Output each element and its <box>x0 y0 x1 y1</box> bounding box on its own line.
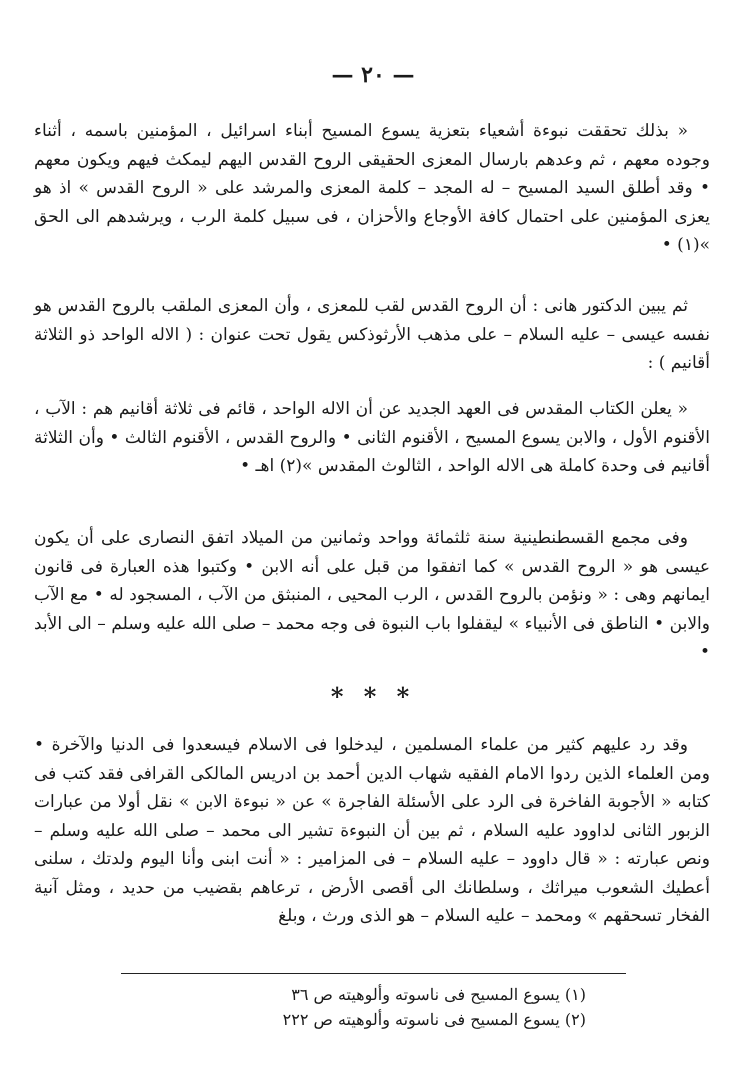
footnote-2: (٢) يسوع المسيح فى ناسوته وألوهيته ص ٢٢٢ <box>282 1010 586 1029</box>
paragraph-text: وفى مجمع القسطنطينية سنة ثلثمائة وواحد وثمانين من الميلاد اتفق النصارى على أن يكون عيسى هو « الروح القدس » كما اتفقوا من قبل على أنه الابن • وكتبوا هذه العبارة فى قانون ايمانهم وهى : « ونؤمن بالروح القدس ، الرب المحيى ، المنبثق من الآب ، المسجود له • مع الآب والابن • الناطق فى الأنبياء » ليقفلوا باب النبوة فى وجه محمد – صلى الله عليه وسلم – الى الأبد • <box>34 528 710 662</box>
section-divider: * * * <box>330 682 416 711</box>
paragraph-5 <box>34 731 710 931</box>
footnotes <box>126 982 586 1032</box>
paragraph-text: ثم يبين الدكتور هانى : أن الروح القدس لقب للمعزى ، وأن المعزى الملقب بالروح القدس هو نفسه عيسى – عليه السلام – على مذهب الأرثوذكس يقول تحت عنوان : ( الاله الواحد ذو الثلاثة أقانيم ) : <box>34 296 710 373</box>
footnote-1: (١) يسوع المسيح فى ناسوته وألوهيته ص ٣٦ <box>291 985 586 1004</box>
paragraph-text: « بذلك تحققت نبوءة أشعياء بتعزية يسوع المسيح أبناء اسرائيل ، المؤمنين باسمه ، أثناء وجوده معهم ، ثم وعدهم بارسال المعزى الحقيقى الروح القدس اليهم ليمكث فيهم ويكون معهم • وقد أطلق السيد المسيح – له المجد – كلمة المعزى والمرشد على « الروح القدس » اذ هو يعزى المؤمنين على احتمال كافة الأوجاع والأحزان ، فى سبيل كلمة الرب ، ويرشدهم الى الحق »(١) • <box>34 121 710 255</box>
paragraph-1 <box>34 117 710 260</box>
paragraph-2 <box>34 292 710 378</box>
page-number: — ٢٠ — <box>331 62 415 88</box>
paragraph-text: « يعلن الكتاب المقدس فى العهد الجديد عن أن الاله الواحد ، قائم فى ثلاثة أقانيم هم : الآب ، الأقنوم الأول ، والابن يسوع المسيح ، الأقنوم الثانى • والروح القدس ، الأقنوم الثالث • وأن الثلاثة أقانيم فى وحدة كاملة هى الاله الواحد ، الثالوث المقدس »(٢) اهـ • <box>34 399 710 476</box>
footnote-separator <box>121 973 626 974</box>
paragraph-3 <box>34 395 710 481</box>
paragraph-4 <box>34 524 710 667</box>
paragraph-text: وقد رد عليهم كثير من علماء المسلمين ، ليدخلوا فى الاسلام فيسعدوا فى الدنيا والآخرة • ومن العلماء الذين ردوا الامام الفقيه شهاب الدين أحمد بن ادريس المالكى القرافى فقد كتب فى كتابه « الأجوبة الفاخرة فى الرد على الأسئلة الفاجرة » عن « نبوءة الابن » نقل أولا من عبارات الزبور الثانى لداوود عليه السلام ، ثم بين أن النبوءة تشير الى محمد – صلى الله عليه وسلم – ونص عبارته : « قال داوود – عليه السلام – فى المزامير : « أنت ابنى وأنا اليوم ولدتك ، سلنى أعطيك الشعوب ميراثك ، وسلطانك الى أقصى الأرض ، ترعاهم بقضيب من حديد ، ومثل آنية الفخار تسحقهم » ومحمد – عليه السلام – هو الذى ورث ، وبلغ <box>34 735 710 926</box>
